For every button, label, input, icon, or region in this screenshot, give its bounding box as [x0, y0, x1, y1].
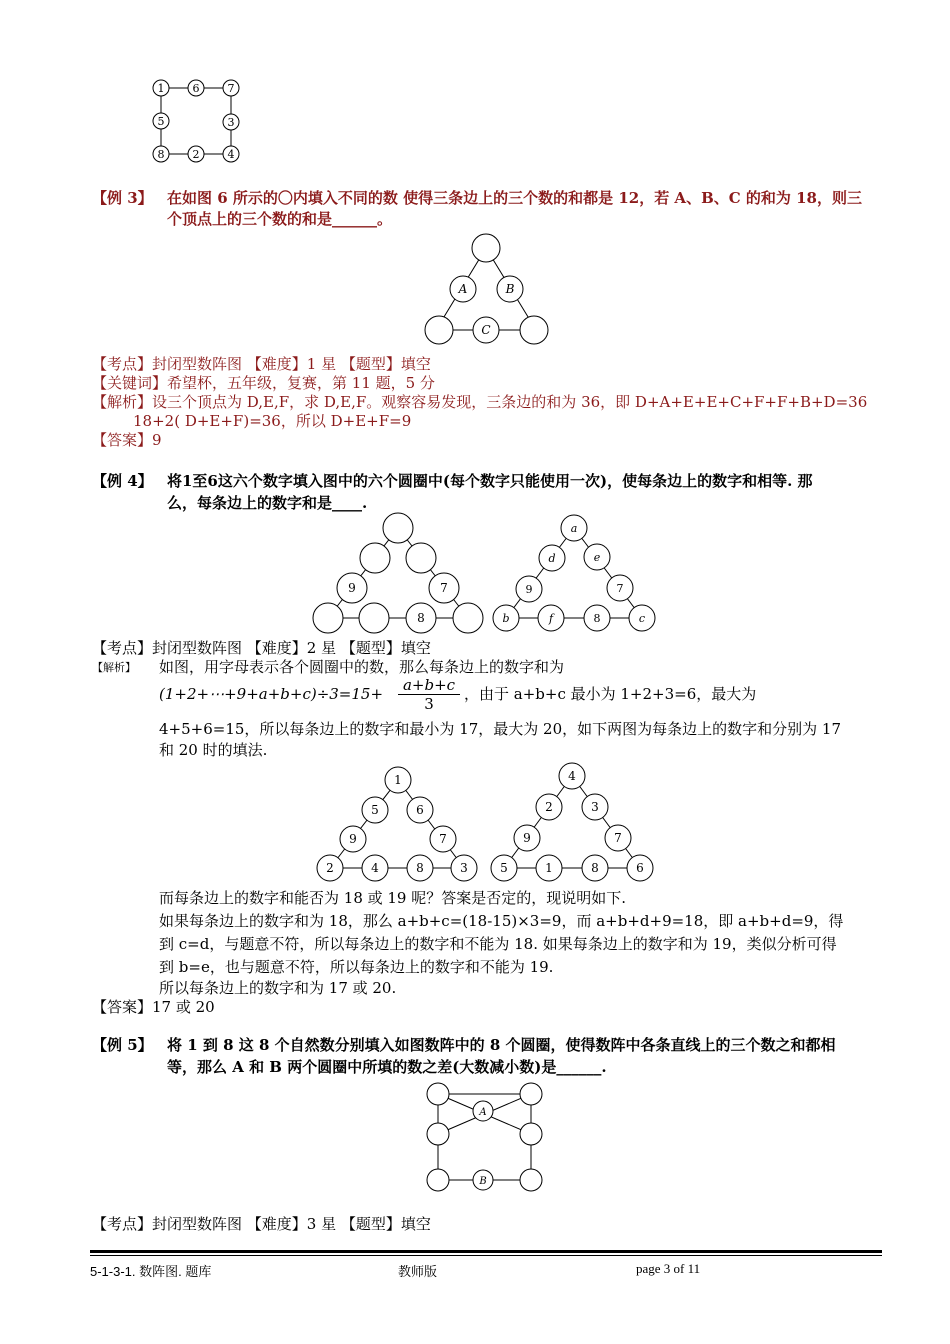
svg-text:7: 7	[614, 831, 622, 845]
top-node: 4	[227, 148, 235, 161]
footer-center: 教师版	[398, 1264, 438, 1279]
svg-text:e: e	[593, 551, 601, 564]
ex4-solution-p8: 所以每条边上的数字和为 17 或 20.	[159, 979, 397, 997]
svg-text:3: 3	[591, 800, 599, 814]
svg-text:3: 3	[460, 861, 468, 875]
svg-text:8: 8	[417, 611, 425, 625]
ex4-solution-label: 【解析】	[92, 661, 136, 674]
top-square-figure	[140, 70, 250, 170]
ex3-kaodian: 【考点】封闭型数阵图 【难度】1 星 【题型】填空	[92, 355, 431, 373]
svg-text:2: 2	[545, 800, 553, 814]
ex4-formula-tail: ，由于 a+b+c 最小为 1+2+3=6，最大为	[464, 685, 757, 703]
svg-text:6: 6	[416, 803, 424, 817]
svg-text:4: 4	[568, 769, 576, 783]
svg-text:9: 9	[525, 583, 533, 596]
svg-text:1: 1	[394, 773, 402, 787]
footer-left: 5-1-3-1. 数阵图. 题库	[90, 1264, 212, 1279]
svg-text:8: 8	[416, 861, 424, 875]
ex4-formula: (1+2+⋯+9+a+b+c)÷3=15+	[159, 685, 384, 703]
svg-text:9: 9	[523, 831, 531, 845]
svg-text:8: 8	[593, 612, 601, 625]
node-a-label: A	[479, 1107, 487, 1118]
svg-text:f: f	[548, 612, 554, 625]
ex3-question-line2: 个顶点上的三个数的和是______。	[167, 210, 393, 228]
svg-text:7: 7	[616, 582, 624, 595]
ex3-solution-line2: 18+2( D+E+F)=36，所以 D+E+F=9	[133, 412, 412, 430]
ex4-left-triangle	[312, 510, 487, 636]
svg-text:2: 2	[326, 861, 334, 875]
svg-text:8: 8	[591, 861, 599, 875]
top-node: 6	[192, 82, 200, 95]
ex3-solution-line1: 【解析】设三个顶点为 D,E,F，求 D,E,F。观察容易发现，三条边的和为 36，即 D+A+E+E+C+F+F+B+D=36	[92, 393, 868, 411]
ex4-solution-p1: 如图，用字母表示各个圆圈中的数，那么每条边上的数字和为	[159, 658, 565, 676]
ex4-fraction: a+b+c 3	[398, 676, 460, 713]
ex4-solution-p3: 和 20 时的填法.	[159, 741, 268, 759]
ex4-solution-p7: 到 b=e，也与题意不符，所以每条边上的数字和不能为 19.	[159, 958, 554, 976]
node-b-label: B	[479, 1176, 487, 1187]
ex4-kaodian: 【考点】封闭型数阵图 【难度】2 星 【题型】填空	[92, 639, 431, 657]
ex5-figure	[420, 1078, 550, 1198]
ex5-question-line1: 将 1 到 8 这 8 个自然数分别填入如图数阵中的 8 个圆圈，使得数阵中各条直线上的三个数之和都相	[167, 1036, 836, 1054]
svg-text:5: 5	[371, 803, 379, 817]
top-node: 7	[227, 82, 235, 95]
ex3-keywords: 【关键词】希望杯，五年级，复赛，第 11 题，5 分	[92, 374, 435, 392]
footer-page: page 3 of 11	[636, 1261, 701, 1276]
ex4-question-line1: 将1至6这六个数字填入图中的六个圆圈中(每个数字只能使用一次)，使每条边上的数字和相等. 那	[167, 472, 813, 490]
top-node: 3	[227, 116, 235, 129]
ex4-solution-p4: 而每条边上的数字和能否为 18 或 19 呢？答案是否定的，现说明如下.	[159, 889, 627, 907]
top-node: 2	[192, 148, 200, 161]
svg-text:c: c	[638, 612, 646, 625]
svg-text:9: 9	[348, 581, 356, 595]
ex4-sum20-figure	[488, 758, 663, 886]
footer-rule	[90, 1255, 882, 1256]
ex4-answer: 【答案】17 或 20	[92, 998, 215, 1016]
ex5-kaodian: 【考点】封闭型数阵图 【难度】3 星 【题型】填空	[92, 1215, 431, 1233]
ex4-solution-p6: 到 c=d，与题意不符，所以每条边上的数字和不能为 18. 如果每条边上的数字和为 19，类似分析可得	[159, 935, 837, 953]
top-node: 8	[157, 148, 165, 161]
ex3-triangle-figure	[420, 230, 555, 350]
top-node: 1	[157, 82, 165, 95]
ex4-question-line2: 么，每条边上的数字和是____.	[167, 494, 368, 512]
ex3-question-line1: 在如图 6 所示的〇内填入不同的数 使得三条边上的三个数的和都是 12，若 A、B、C 的和为 18，则三	[167, 189, 862, 207]
svg-text:7: 7	[440, 581, 448, 595]
svg-text:1: 1	[545, 861, 553, 875]
ex4-solution-p5: 如果每条边上的数字和为 18，那么 a+b+c=(18-15)×3=9，而 a+b+d+9=18，即 a+b+d=9，得	[159, 912, 844, 930]
svg-text:6: 6	[636, 861, 644, 875]
top-node: 5	[157, 115, 165, 128]
svg-text:9: 9	[349, 832, 357, 846]
ex4-sum17-figure	[312, 762, 487, 886]
ex3-label: 【例 3】	[92, 189, 153, 207]
ex5-question-line2: 等，那么 A 和 B 两个圆圈中所填的数之差(大数减小数)是______.	[167, 1058, 607, 1076]
ex3-answer: 【答案】9	[92, 431, 162, 449]
ex4-right-triangle	[490, 510, 665, 636]
svg-text:b: b	[502, 612, 510, 625]
node-b-label: B	[505, 282, 515, 296]
ex4-solution-p2: 4+5+6=15，所以每条边上的数字和最小为 17，最大为 20，如下两图为每条边上的数字和分别为 17	[159, 720, 841, 738]
svg-text:a: a	[570, 522, 578, 535]
node-a-label: A	[458, 282, 468, 296]
svg-text:d: d	[548, 552, 556, 565]
svg-text:4: 4	[371, 861, 379, 875]
svg-text:5: 5	[500, 861, 508, 875]
ex5-label: 【例 5】	[92, 1036, 153, 1054]
svg-text:7: 7	[439, 832, 447, 846]
node-c-label: C	[481, 323, 491, 337]
footer-rule	[90, 1250, 882, 1253]
ex4-label: 【例 4】	[92, 472, 153, 490]
